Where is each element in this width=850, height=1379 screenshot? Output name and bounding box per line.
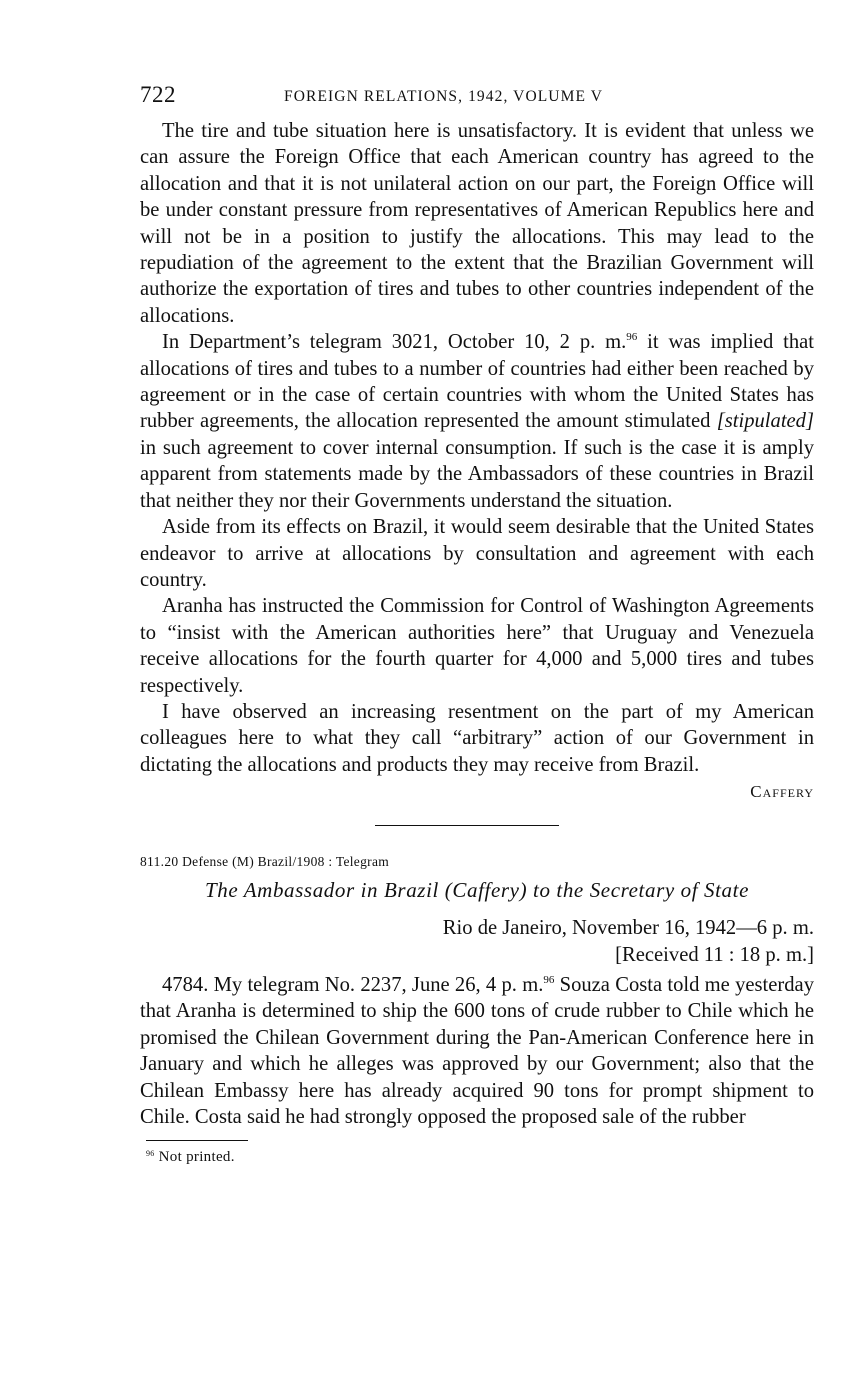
document-page <box>140 78 814 1166</box>
paragraph-2-text-a: In Department’s telegram 3021, October 10, 2 p. m. <box>162 331 627 354</box>
paragraph-4: Aranha has instructed the Commission for Control of Washington Agreements to “insist with the American authorities here” that Uruguay and Venezuela receive allocations for the fourth quarter for 4,000 and 5,000 tires and tubes respectively. <box>140 595 814 697</box>
page-number: 722 <box>140 82 176 107</box>
paragraph-1: The tire and tube situation here is unsatisfactory. It is evident that unless we can assure the Foreign Office that each American country has agreed to the allocation and that it is not unilateral action on our part, the Foreign Office will be under constant pressure from representatives of American Republics here and will not be in a position to justify the allocations. This may lead to the repudiation of the agreement to the extent that the Brazilian Government will authorize the exportation of tires and tubes to other countries independent of the allocations. <box>140 120 814 327</box>
paragraph-2-text-c: in such agreement to cover internal consumption. If such is the case it is amply apparent from statements made by the Ambassadors of these countries in Brazil that neither they nor their Governments understand the situation. <box>140 436 814 512</box>
footnote-text: Not printed. <box>154 1149 235 1166</box>
paragraph-2 <box>140 329 814 514</box>
paragraph-3: Aside from its effects on Brazil, it would seem desirable that the United States endeavor to arrive at allocations by consultation and agreement with each country. <box>140 516 814 591</box>
footnote-mark: 96 <box>146 1149 155 1159</box>
file-reference: 811.20 Defense (M) Brazil/1908 : Telegram <box>140 854 390 870</box>
paragraph-2-text-b: it was implied that allocations of tires and tubes to a number of countries had either been reached by agreement or in the case of certain countries with whom the United States has rubber agreements, the allocation represented the amount stimulated <box>140 331 814 433</box>
footnote <box>146 1149 814 1166</box>
dateline: Rio de Janeiro, November 16, 1942—6 p. m. <box>442 917 814 940</box>
received-time: [Received 11 : 18 p. m.] <box>615 943 814 966</box>
editorial-correction: [stipulated] <box>716 410 814 433</box>
footnote-ref-2: 96 <box>543 973 555 986</box>
footnote-divider <box>146 1140 248 1141</box>
running-header <box>140 78 814 118</box>
section-divider <box>375 825 559 826</box>
paragraph-5: I have observed an increasing resentment on the part of my American colleagues here to what they call “arbitrary” action of our Government in dictating the allocations and products they may receive from Brazil. <box>140 700 814 776</box>
telegram-text-a: 4784. My telegram No. 2237, June 26, 4 p. m. <box>162 973 544 996</box>
telegram-body <box>140 972 814 1130</box>
telegram-text-b: Souza Costa told me yesterday that Aranha is determined to ship the 600 tons of crude rubber to Chile which he promised the Chilean Government during the Pan-American Conference here in January and which he alleges was approved by our Government; also that the Chilean Embassy here has already acquired 90 tons for prompt shipment to Chile. Costa said he had strongly opposed the proposed sale of the rubber <box>140 973 814 1128</box>
signature: Caffery <box>750 782 814 802</box>
running-title: FOREIGN RELATIONS, 1942, VOLUME V <box>284 88 604 105</box>
footnote-ref: 96 <box>626 331 638 344</box>
document-heading: The Ambassador in Brazil (Caffery) to the Secretary of State <box>204 878 750 903</box>
